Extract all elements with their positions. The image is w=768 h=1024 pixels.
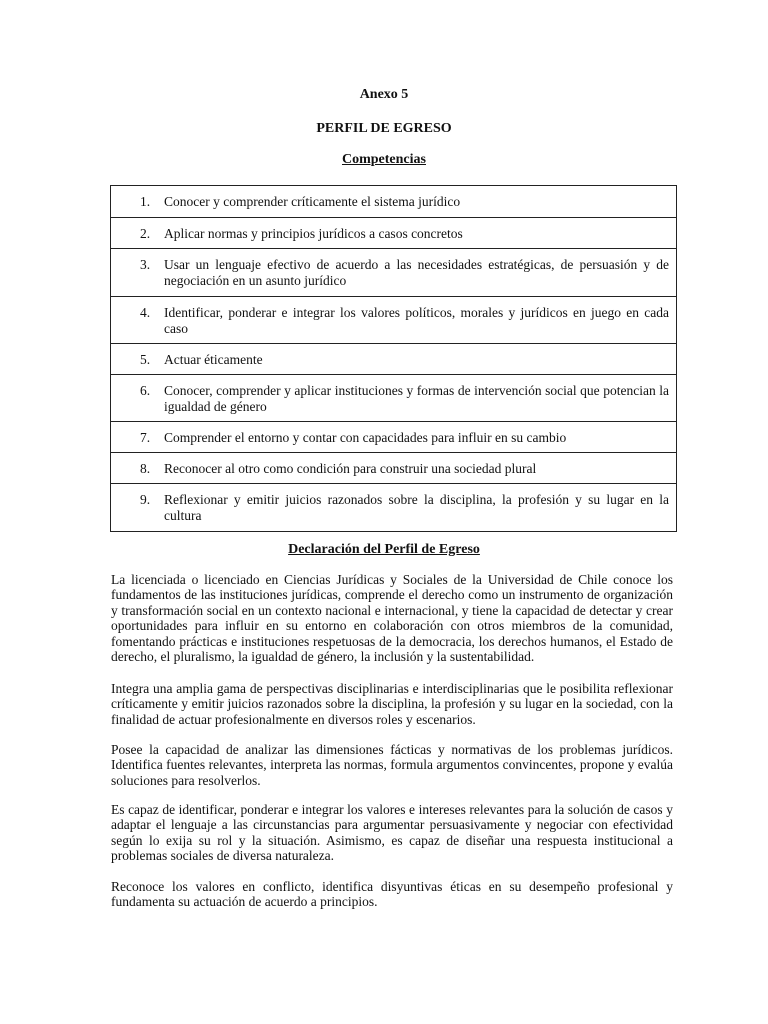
competency-number: 8. [140, 461, 151, 476]
competency-text: Comprender el entorno y contar con capacidades para influir en su cambio [164, 430, 567, 445]
competency-text: Aplicar normas y principios jurídicos a casos concretos [164, 226, 463, 241]
competency-text: Identificar, ponderar e integrar los valores políticos, morales y jurídicos en juego en cada caso [164, 305, 669, 336]
declaration-paragraph: Reconoce los valores en conflicto, identifica disyuntivas éticas en su desempeño profesional y fundamenta su actuación de acuerdo a principios. [111, 879, 673, 910]
competency-row [111, 297, 677, 344]
competency-number: 5. [140, 352, 151, 367]
competency-text: Conocer y comprender críticamente el sistema jurídico [164, 194, 461, 209]
profile-title: PERFIL DE EGRESO [316, 121, 452, 136]
competency-row [111, 484, 677, 532]
competency-text: Usar un lenguaje efectivo de acuerdo a las necesidades estratégicas, de persuasión y de negociación en un asunto jurídico [164, 257, 669, 288]
competency-number: 4. [140, 305, 151, 320]
declaration-paragraph: Es capaz de identificar, ponderar e integrar los valores e intereses relevantes para la solución de casos y adaptar el lenguaje a las circunstancias para argumentar persuasivamente y negociar con efectividad según lo exija su rol y la situación. Asimismo, es capaz de diseñar una respuesta institucional a problemas sociales de diversa naturaleza. [111, 802, 673, 864]
competency-row [111, 344, 677, 375]
competency-row [111, 218, 677, 249]
declaration-paragraph: Posee la capacidad de analizar las dimensiones fácticas y normativas de los problemas jurídicos. Identifica fuentes relevantes, interpreta las normas, formula argumentos convincentes, propone y evalúa soluciones para resolverlos. [111, 742, 673, 788]
competency-number: 7. [140, 430, 151, 445]
competency-text: Reflexionar y emitir juicios razonados sobre la disciplina, la profesión y su lugar en la cultura [164, 492, 669, 523]
competencies-table [110, 185, 677, 532]
competency-number: 9. [140, 492, 151, 507]
declaration-paragraph: La licenciada o licenciado en Ciencias Jurídicas y Sociales de la Universidad de Chile conoce los fundamentos de las instituciones jurídicas, comprende el derecho como un instrumento de organización y transformación social en un contexto nacional e internacional, y tiene la capacidad de detectar y crear oportunidades para influir en su entorno en colaboración con otros miembros de la comunidad, fomentando prácticas e instituciones respetuosas de la democracia, los derechos humanos, el Estado de derecho, el pluralismo, la igualdad de género, la inclusión y la sustentabilidad. [111, 572, 673, 665]
competency-row [111, 453, 677, 484]
competency-number: 1. [140, 194, 151, 209]
declaration-heading: Declaración del Perfil de Egreso [288, 542, 480, 557]
competency-row [111, 422, 677, 453]
competency-number: 2. [140, 226, 151, 241]
competency-text: Conocer, comprender y aplicar instituciones y formas de intervención social que potencian la igualdad de género [164, 383, 669, 414]
competency-row [111, 375, 677, 422]
competency-number: 3. [140, 257, 151, 272]
competency-row [111, 186, 677, 218]
competencies-heading: Competencias [342, 152, 426, 167]
competency-number: 6. [140, 383, 151, 398]
declaration-paragraph: Integra una amplia gama de perspectivas disciplinarias e interdisciplinarias que le posibilita reflexionar críticamente y emitir juicios razonados sobre la disciplina, la profesión y su lugar en la sociedad, con la finalidad de actuar profesionalmente en diversos roles y escenarios. [111, 681, 673, 727]
annex-title: Anexo 5 [359, 87, 409, 102]
competency-text: Reconocer al otro como condición para construir una sociedad plural [164, 461, 537, 476]
competency-text: Actuar éticamente [164, 352, 263, 367]
competency-row [111, 249, 677, 297]
